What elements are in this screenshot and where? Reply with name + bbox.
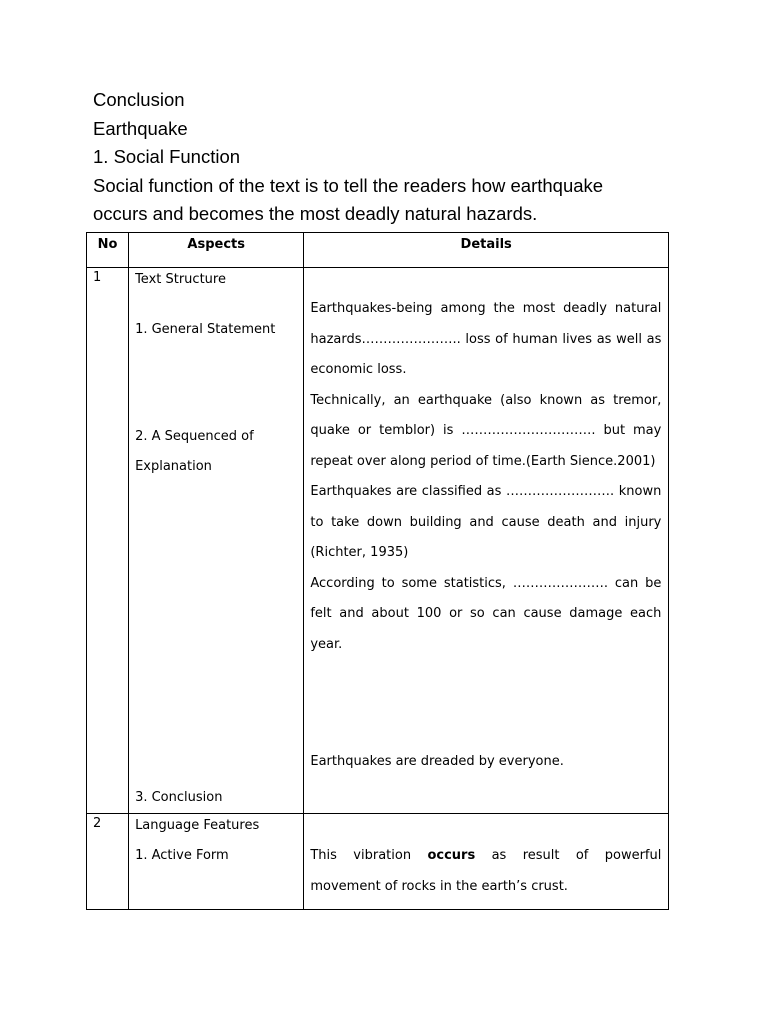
details-cell [304, 814, 669, 910]
table-header-row [87, 233, 669, 268]
row-number: 1 [87, 268, 129, 814]
topic-title: Earthquake [93, 117, 188, 139]
aspects-cell [129, 814, 304, 910]
detail-active-bold: occurs [427, 848, 476, 863]
social-function-text-line1: Social function of the text is to tell the readers how earthquake [93, 174, 604, 196]
header-no: No [87, 233, 129, 268]
analysis-table [86, 232, 669, 910]
detail-statistics: According to some statistics, …………………. can be felt and about 100 or so can cause damage each year. [310, 575, 662, 652]
aspect-sequenced-line2: Explanation [135, 459, 212, 474]
detail-active-post: as result of powerful movement of rocks in the earth’s crust. [310, 848, 662, 894]
aspect-active-form: 1. Active Form [135, 848, 229, 863]
detail-active-form [310, 841, 661, 902]
header-details: Details [304, 233, 669, 268]
document-heading [93, 86, 693, 229]
detail-classified: Earthquakes are classified as ……………………. known to take down building and cause death and injury (Richter, 1935) [310, 484, 662, 560]
header-aspects: Aspects [129, 233, 304, 268]
aspect-conclusion: 3. Conclusion [135, 790, 223, 805]
aspect-sequenced-line1: 2. A Sequenced of [135, 429, 254, 444]
details-paragraphs [310, 294, 661, 660]
row-number: 2 [87, 814, 129, 910]
detail-general-statement: Earthquakes-being among the most deadly natural hazards………………….. loss of human lives as well as economic loss. [310, 301, 662, 377]
aspect-general-statement: 1. General Statement [135, 322, 276, 337]
social-function-text-line2: occurs and becomes the most deadly natural hazards. [93, 203, 538, 225]
aspect-language-features: Language Features [135, 818, 260, 833]
details-cell [304, 268, 669, 814]
section-title: 1. Social Function [93, 146, 241, 168]
aspect-text-structure: Text Structure [135, 272, 226, 287]
table-row [87, 268, 669, 814]
detail-technically: Technically, an earthquake (also known as tremor, quake or temblor) is …………………………. but may repeat over along period of time.(Earth Sience.2001) [310, 392, 662, 469]
detail-conclusion: Earthquakes are dreaded by everyone. [310, 754, 564, 769]
aspects-cell [129, 268, 304, 814]
table-row [87, 814, 669, 910]
conclusion-title: Conclusion [93, 89, 185, 110]
detail-active-pre: This vibration [310, 848, 428, 863]
